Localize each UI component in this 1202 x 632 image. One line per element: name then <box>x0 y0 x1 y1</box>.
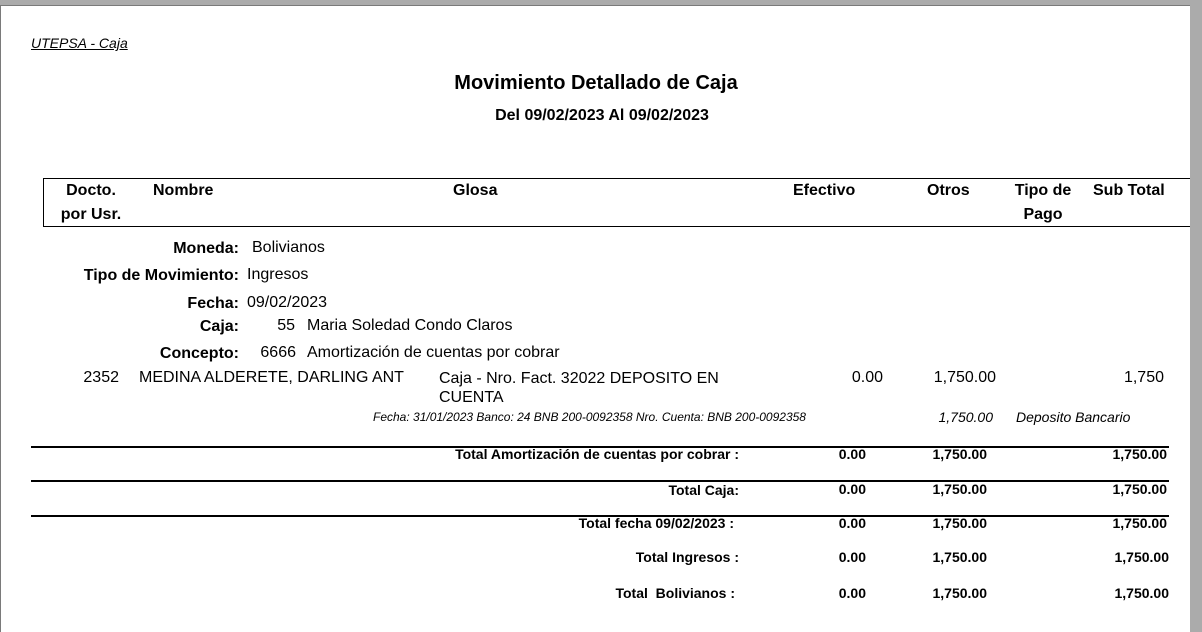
total-concepto-otros: 1,750.00 <box>932 446 987 462</box>
concepto-code: 6666 <box>260 344 296 361</box>
row-glosa <box>439 369 719 407</box>
col-glosa: Glosa <box>453 182 498 199</box>
concepto-name: Amortización de cuentas por cobrar <box>307 344 560 361</box>
row-otros: 1,750.00 <box>933 369 996 386</box>
total-caja-label: Total Caja: <box>668 482 739 498</box>
scrollbar-track[interactable] <box>1189 5 1202 631</box>
col-otros: Otros <box>927 182 970 199</box>
col-efectivo: Efectivo <box>793 182 856 199</box>
total-caja-sub-total: 1,750.00 <box>1112 481 1167 497</box>
row-sub-total: 1,750 <box>1123 369 1164 386</box>
total-ingresos-label: Total Ingresos : <box>635 549 739 565</box>
fecha-label: Fecha: <box>187 295 239 312</box>
caja-name: Maria Soledad Condo Claros <box>307 317 513 334</box>
total-bolivianos-efectivo: 0.00 <box>838 585 866 601</box>
total-caja-otros: 1,750.00 <box>932 481 987 497</box>
total-ingresos-efectivo: 0.00 <box>838 549 866 565</box>
col-sub-total: Sub Total <box>1093 182 1165 199</box>
report-source-link[interactable]: UTEPSA - Caja <box>31 35 128 51</box>
col-nombre: Nombre <box>153 182 214 199</box>
total-concepto-efectivo: 0.00 <box>838 446 866 462</box>
col-docto-line1: Docto. <box>66 182 116 199</box>
total-bolivianos-sub-total: 1,750.00 <box>1114 585 1169 601</box>
col-tipo-pago-line2: Pago <box>1023 206 1063 223</box>
moneda-value: Bolivianos <box>252 239 325 256</box>
report-subtitle: Del 09/02/2023 Al 09/02/2023 <box>495 107 709 124</box>
total-fecha-otros: 1,750.00 <box>932 515 987 531</box>
col-docto-line2: por Usr. <box>60 206 122 223</box>
fecha-value: 09/02/2023 <box>247 294 328 311</box>
report-title: Movimiento Detallado de Caja <box>454 72 738 94</box>
row-efectivo: 0.00 <box>851 369 883 386</box>
row-glosa-line1: Caja - Nro. Fact. 32022 DEPOSITO EN <box>439 370 719 387</box>
concepto-label: Concepto: <box>159 345 239 362</box>
col-docto <box>49 179 133 227</box>
total-ingresos-sub-total: 1,750.00 <box>1114 549 1169 565</box>
row-detail: Fecha: 31/01/2023 Banco: 24 BNB 200-0092358 Nro. Cuenta: BNB 200-0092358 <box>373 410 806 424</box>
total-caja-efectivo: 0.00 <box>838 481 866 497</box>
row-glosa-line2: CUENTA <box>439 389 504 406</box>
row-docto: 2352 <box>83 369 119 386</box>
caja-label: Caja: <box>199 318 239 335</box>
total-fecha-sub-total: 1,750.00 <box>1112 515 1167 531</box>
col-tipo-pago <box>1001 179 1085 227</box>
report-page <box>0 5 1190 632</box>
total-bolivianos-otros: 1,750.00 <box>932 585 987 601</box>
row-detail-amount: 1,750.00 <box>938 409 993 425</box>
tipo-movimiento-label: Tipo de Movimiento: <box>83 267 239 284</box>
row-nombre: MEDINA ALDERETE, DARLING ANT <box>139 369 404 386</box>
total-ingresos-otros: 1,750.00 <box>932 549 987 565</box>
caja-code: 55 <box>277 317 295 334</box>
row-detail-tipo: Deposito Bancario <box>1016 409 1131 425</box>
total-fecha-efectivo: 0.00 <box>838 515 866 531</box>
col-tipo-pago-line1: Tipo de <box>1014 182 1072 199</box>
moneda-label: Moneda: <box>173 240 239 257</box>
total-concepto-sub-total: 1,750.00 <box>1112 446 1167 462</box>
total-bolivianos-label: Total Bolivianos : <box>615 585 735 601</box>
total-concepto-label: Total Amortización de cuentas por cobrar : <box>455 446 739 462</box>
total-fecha-label: Total fecha 09/02/2023 : <box>578 515 734 531</box>
tipo-movimiento-value: Ingresos <box>247 266 309 283</box>
